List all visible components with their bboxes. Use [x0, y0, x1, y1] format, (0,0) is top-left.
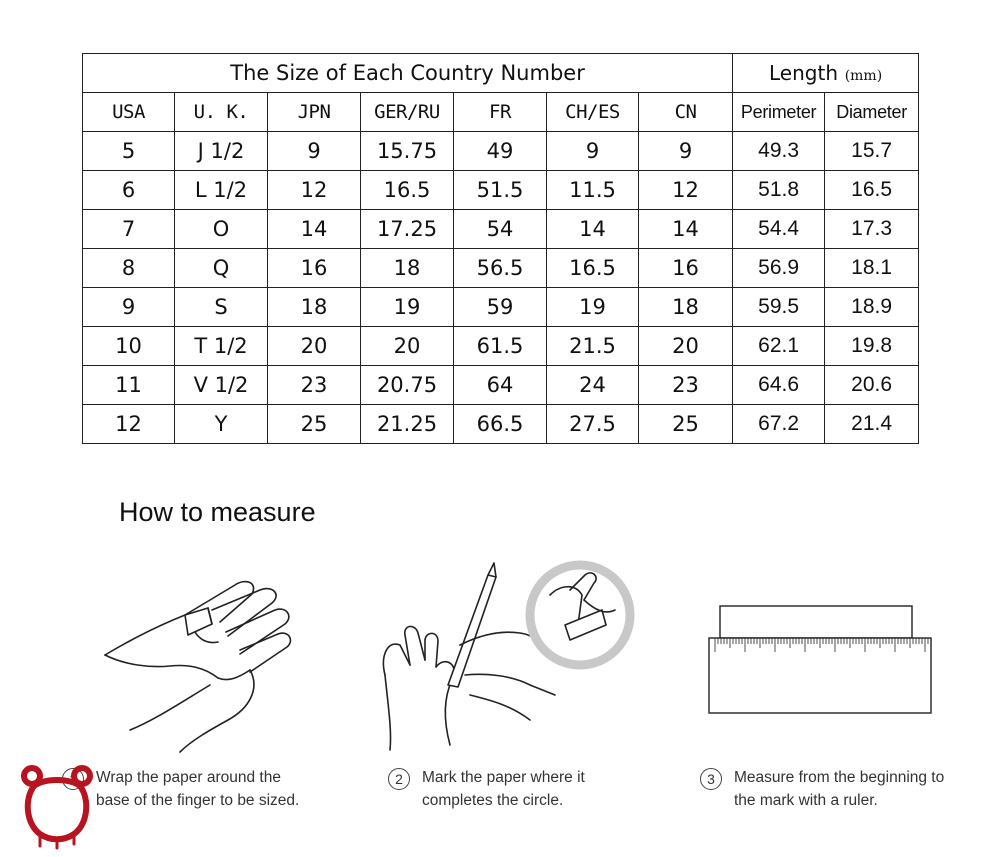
cell-ch-es: 9 — [547, 132, 639, 171]
cell-diameter: 19.8 — [825, 327, 919, 366]
cell-uk: J 1/2 — [175, 132, 268, 171]
step-1-line-2: base of the finger to be sized. — [96, 792, 300, 809]
cell-fr: 59 — [454, 288, 547, 327]
col-ger-ru: GER/RU — [361, 93, 454, 132]
step-3-number: 3 — [700, 768, 722, 790]
ring-size-table — [82, 53, 919, 444]
col-uk: U. K. — [175, 93, 268, 132]
cell-ger-ru: 20 — [361, 327, 454, 366]
table-row — [83, 210, 919, 249]
hand-mark-illustration — [370, 555, 650, 755]
cell-ger-ru: 20.75 — [361, 366, 454, 405]
cell-jpn: 20 — [268, 327, 361, 366]
col-jpn: JPN — [268, 93, 361, 132]
col-cn: CN — [639, 93, 733, 132]
cell-perimeter: 56.9 — [733, 249, 825, 288]
cell-diameter: 20.6 — [825, 366, 919, 405]
cell-ch-es: 14 — [547, 210, 639, 249]
cell-jpn: 16 — [268, 249, 361, 288]
cell-jpn: 9 — [268, 132, 361, 171]
cell-ger-ru: 19 — [361, 288, 454, 327]
cell-cn: 16 — [639, 249, 733, 288]
cell-usa: 7 — [83, 210, 175, 249]
cell-perimeter: 62.1 — [733, 327, 825, 366]
bear-logo-icon — [20, 764, 94, 850]
cell-cn: 14 — [639, 210, 733, 249]
cell-jpn: 14 — [268, 210, 361, 249]
col-ch-es: CH/ES — [547, 93, 639, 132]
step-3-text — [734, 766, 944, 812]
ruler-illustration — [705, 600, 937, 720]
cell-usa: 10 — [83, 327, 175, 366]
cell-fr: 66.5 — [454, 405, 547, 444]
cell-ger-ru: 21.25 — [361, 405, 454, 444]
cell-ger-ru: 15.75 — [361, 132, 454, 171]
cell-ger-ru: 16.5 — [361, 171, 454, 210]
length-header — [733, 54, 919, 93]
table-row — [83, 327, 919, 366]
step-1-number: 1 — [62, 768, 84, 790]
cell-usa: 11 — [83, 366, 175, 405]
table-title: The Size of Each Country Number — [83, 54, 733, 93]
cell-usa: 6 — [83, 171, 175, 210]
how-to-measure-heading: How to measure — [119, 497, 316, 527]
cell-cn: 20 — [639, 327, 733, 366]
cell-uk: O — [175, 210, 268, 249]
step-3-line-1: Measure from the beginning to — [734, 769, 945, 786]
cell-diameter: 21.4 — [825, 405, 919, 444]
cell-cn: 25 — [639, 405, 733, 444]
cell-fr: 64 — [454, 366, 547, 405]
cell-uk: Q — [175, 249, 268, 288]
cell-cn: 18 — [639, 288, 733, 327]
step-2-number: 2 — [388, 768, 410, 790]
cell-ch-es: 21.5 — [547, 327, 639, 366]
cell-cn: 23 — [639, 366, 733, 405]
cell-uk: S — [175, 288, 268, 327]
table-row — [83, 405, 919, 444]
cell-perimeter: 49.3 — [733, 132, 825, 171]
cell-jpn: 25 — [268, 405, 361, 444]
table-row — [83, 366, 919, 405]
cell-fr: 51.5 — [454, 171, 547, 210]
cell-fr: 61.5 — [454, 327, 547, 366]
cell-usa: 8 — [83, 249, 175, 288]
cell-perimeter: 51.8 — [733, 171, 825, 210]
table-row — [83, 288, 919, 327]
cell-perimeter: 64.6 — [733, 366, 825, 405]
cell-fr: 49 — [454, 132, 547, 171]
step-1-line-1: Wrap the paper around the — [96, 769, 281, 786]
step-2-line-2: completes the circle. — [422, 792, 564, 809]
cell-usa: 12 — [83, 405, 175, 444]
cell-diameter: 18.1 — [825, 249, 919, 288]
hand-wrap-illustration — [100, 570, 320, 760]
cell-ch-es: 16.5 — [547, 249, 639, 288]
cell-fr: 56.5 — [454, 249, 547, 288]
cell-uk: Y — [175, 405, 268, 444]
cell-ger-ru: 18 — [361, 249, 454, 288]
cell-jpn: 23 — [268, 366, 361, 405]
cell-jpn: 12 — [268, 171, 361, 210]
step-1-text — [96, 766, 299, 812]
cell-usa: 9 — [83, 288, 175, 327]
length-label: Length — [769, 61, 838, 85]
cell-perimeter: 67.2 — [733, 405, 825, 444]
table-row — [83, 249, 919, 288]
cell-perimeter: 54.4 — [733, 210, 825, 249]
cell-uk: T 1/2 — [175, 327, 268, 366]
cell-cn: 12 — [639, 171, 733, 210]
table-row — [83, 171, 919, 210]
cell-usa: 5 — [83, 132, 175, 171]
cell-diameter: 17.3 — [825, 210, 919, 249]
table-row — [83, 132, 919, 171]
cell-ch-es: 27.5 — [547, 405, 639, 444]
cell-uk: V 1/2 — [175, 366, 268, 405]
col-perimeter: Perimeter — [733, 93, 825, 132]
col-diameter: Diameter — [825, 93, 919, 132]
col-usa: USA — [83, 93, 175, 132]
cell-perimeter: 59.5 — [733, 288, 825, 327]
cell-cn: 9 — [639, 132, 733, 171]
cell-jpn: 18 — [268, 288, 361, 327]
step-3-line-2: the mark with a ruler. — [734, 792, 878, 809]
length-unit: (mm) — [844, 68, 883, 84]
cell-diameter: 16.5 — [825, 171, 919, 210]
cell-uk: L 1/2 — [175, 171, 268, 210]
cell-diameter: 18.9 — [825, 288, 919, 327]
table-body — [83, 132, 919, 444]
cell-diameter: 15.7 — [825, 132, 919, 171]
cell-ger-ru: 17.25 — [361, 210, 454, 249]
step-2-line-1: Mark the paper where it — [422, 769, 585, 786]
cell-ch-es: 11.5 — [547, 171, 639, 210]
cell-ch-es: 24 — [547, 366, 639, 405]
col-fr: FR — [454, 93, 547, 132]
step-2-text — [422, 766, 585, 812]
cell-ch-es: 19 — [547, 288, 639, 327]
cell-fr: 54 — [454, 210, 547, 249]
